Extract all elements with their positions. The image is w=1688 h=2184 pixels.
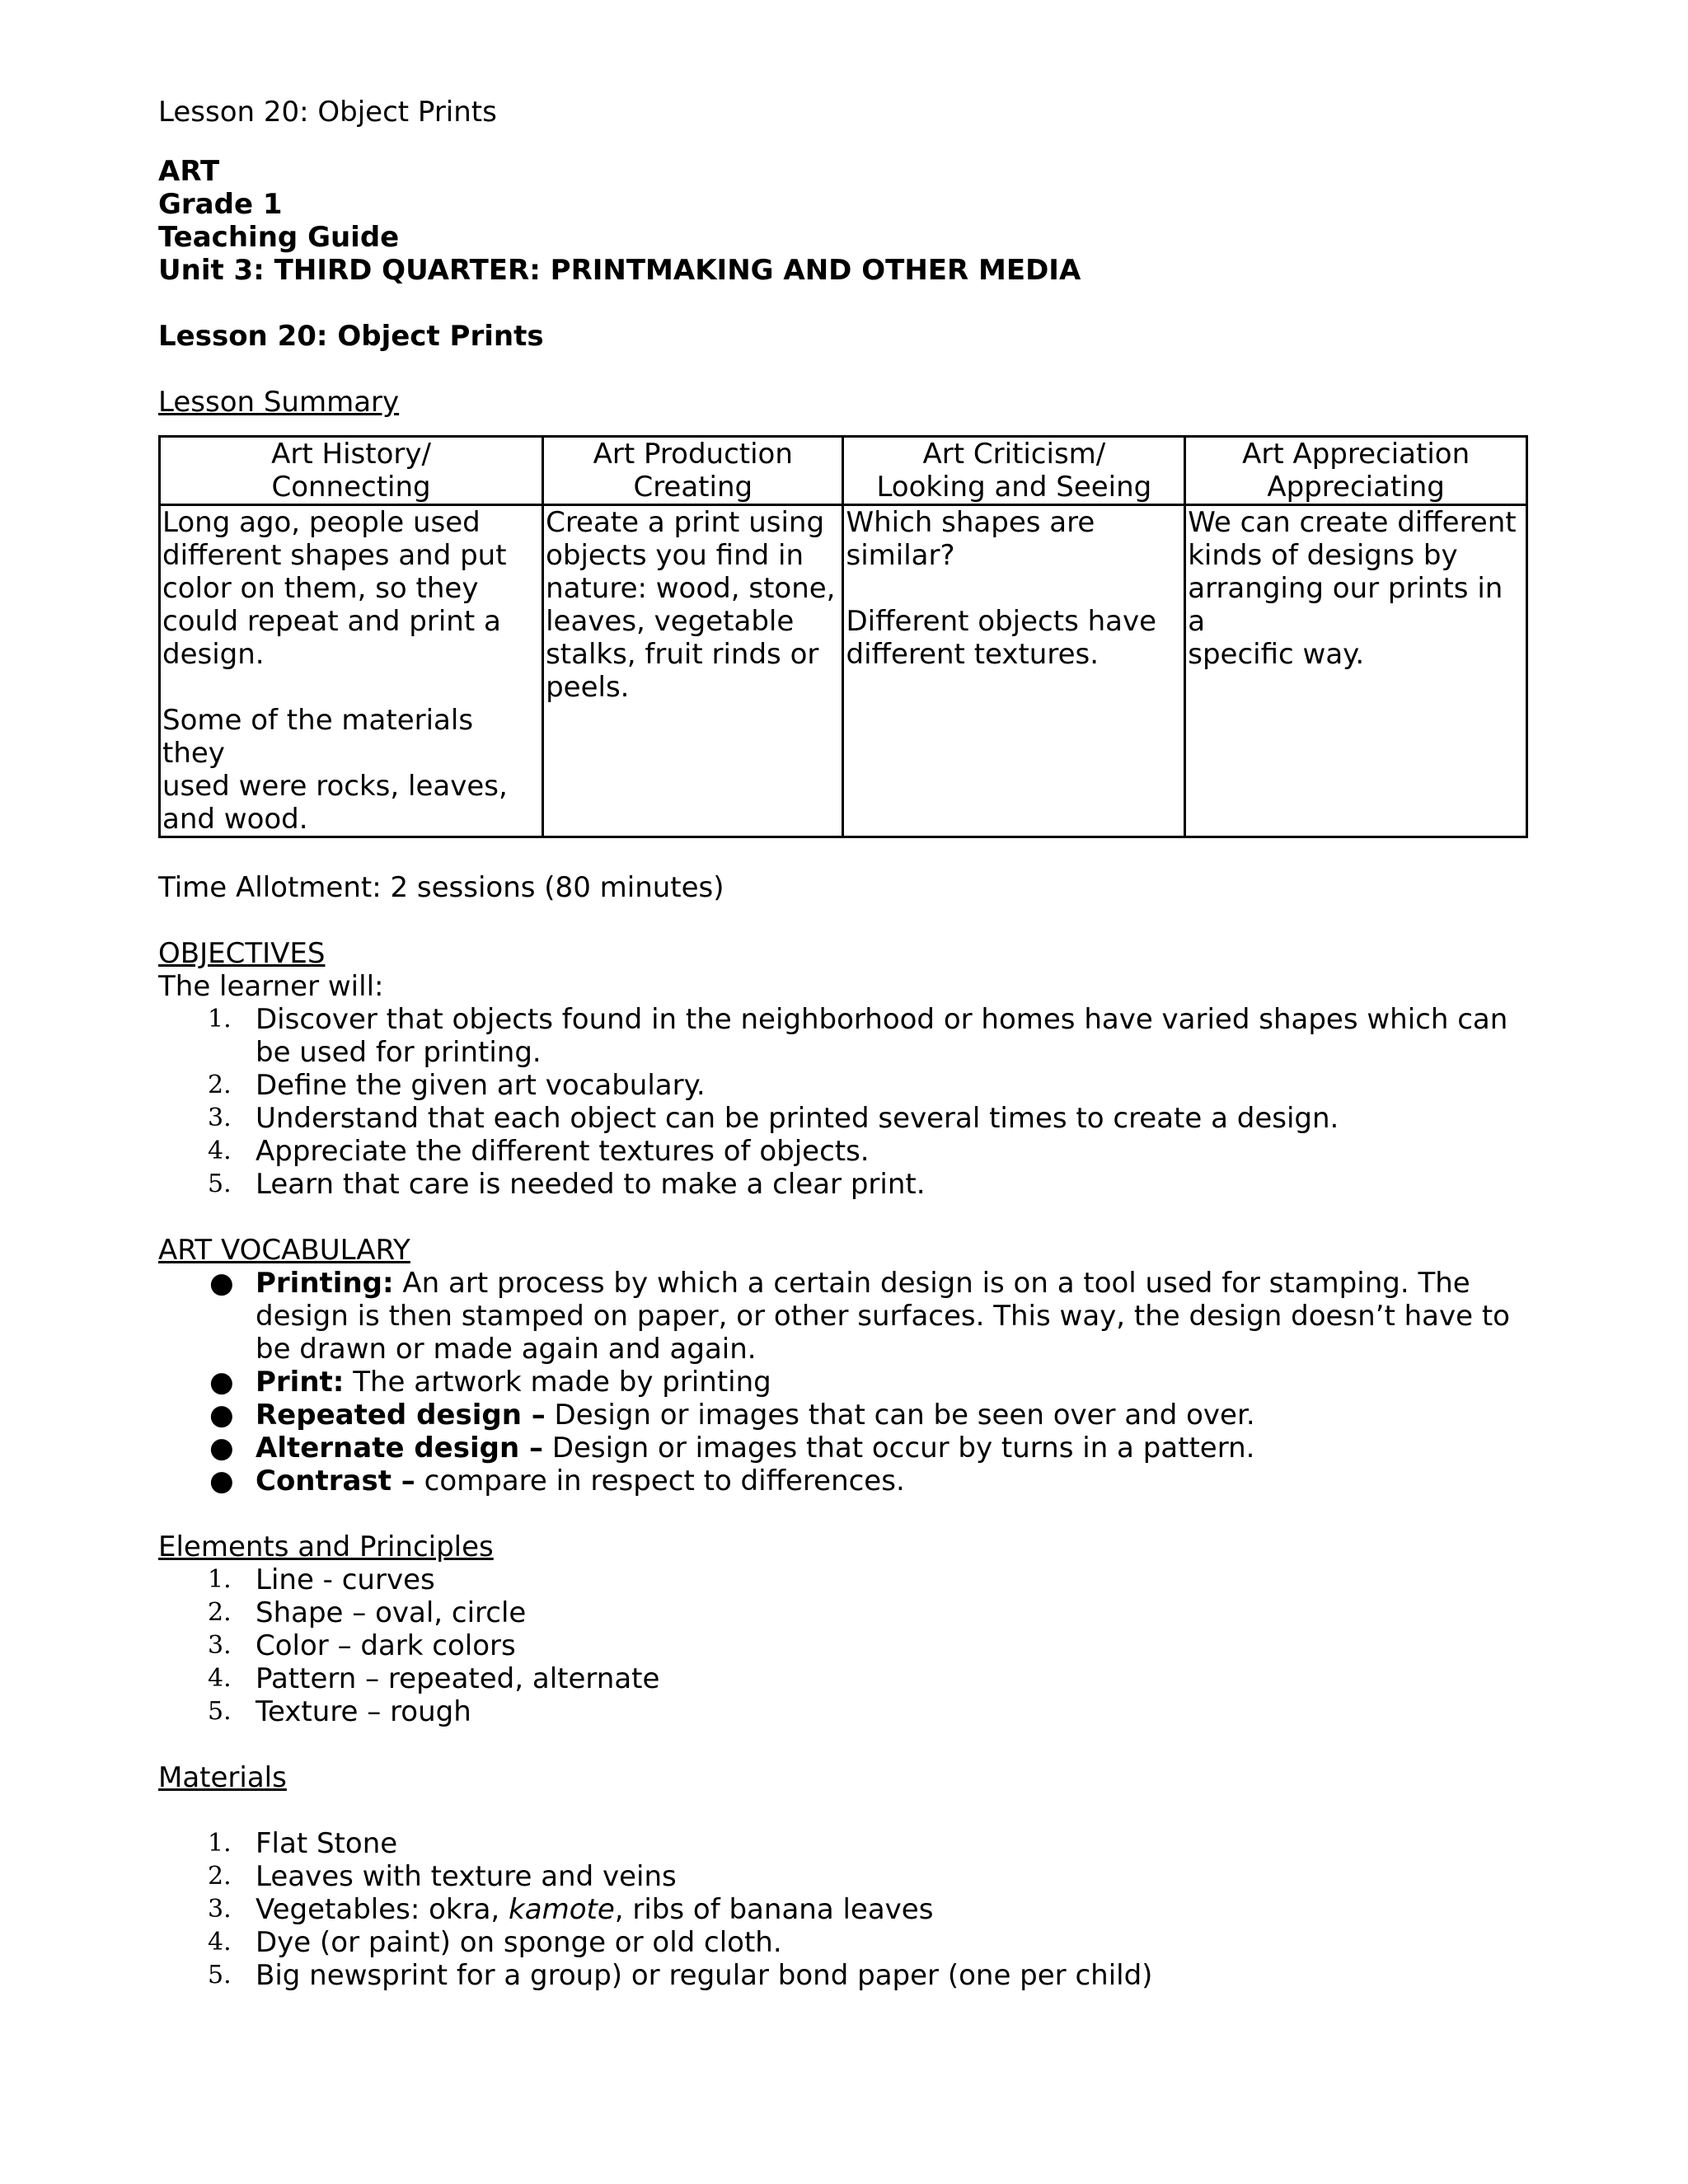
list-number: 2. [208,1598,232,1627]
guide-label: Teaching Guide [158,221,400,254]
list-item [158,1662,1543,1695]
list-number: 4. [208,1928,232,1957]
list-number: 1. [208,1565,232,1594]
vocab-definition: Design or images that occur by turns in a pattern. [543,1432,1255,1465]
list-item [158,1596,1543,1629]
vocabulary-heading: ART VOCABULARY [158,1234,410,1267]
list-text: Pattern – repeated, alternate [256,1662,660,1695]
vocab-definition: Design or images that can be seen over and over. [545,1399,1255,1432]
list-number: 3. [208,1895,232,1924]
list-text: Learn that care is needed to make a clear print. [256,1168,926,1201]
table-header-cell: Art Appreciation Appreciating [1185,437,1527,505]
vocab-term: Print: [256,1366,345,1399]
list-item [158,1432,1543,1465]
table-cell: Which shapes are similar? Different objects have different textures. [843,505,1185,837]
list-text: Appreciate the different textures of objects. [256,1135,870,1168]
list-item [158,1102,1543,1135]
list-item [158,1366,1543,1399]
list-number: 4. [208,1137,232,1165]
list-number: 2. [208,1071,232,1099]
list-number: 1. [208,1829,232,1858]
vocab-definition-continued: design is then stamped on paper, or other surfaces. This way, the design doesn’t have to [256,1300,1510,1333]
elements-list [158,1563,1543,1728]
list-item [158,1629,1543,1662]
list-item [158,1003,1543,1069]
objectives-intro: The learner will: [158,970,384,1003]
list-number: 1. [208,1005,232,1033]
objectives-list [158,1003,1543,1201]
vocab-definition: An art process by which a certain design is on a tool used for stamping. The [393,1267,1470,1300]
vocab-term: Contrast – [256,1465,415,1497]
list-number: 2. [208,1862,232,1891]
materials-heading: Materials [158,1761,287,1794]
list-item [158,1135,1543,1168]
subject-label: ART [158,155,220,188]
list-text-post: , ribs of banana leaves [614,1893,934,1926]
vocab-definition: compare in respect to differences. [415,1465,905,1497]
vocabulary-list [158,1267,1543,1497]
list-text: Define the given art vocabulary. [256,1069,706,1102]
list-text: Discover that objects found in the neighborhood or homes have varied shapes which can [256,1003,1508,1036]
list-text-pre: Vegetables: okra, [256,1893,509,1926]
vocab-definition: The artwork made by printing [344,1366,771,1399]
lesson-title: Lesson 20: Object Prints [158,320,544,353]
bullet-icon: ● [209,1465,234,1497]
materials-list [158,1827,1543,1992]
list-text-italic: kamote [509,1893,615,1926]
bullet-icon: ● [209,1267,234,1300]
list-text: Big newsprint for a group) or regular bond paper (one per child) [256,1959,1153,1992]
document-page [158,96,1543,1992]
list-item [158,1695,1543,1728]
lesson-summary-table [158,435,1528,838]
list-item [158,1267,1543,1366]
running-header: Lesson 20: Object Prints [158,96,497,129]
grade-label: Grade 1 [158,188,283,221]
list-number: 5. [208,1961,232,1990]
list-item [158,1465,1543,1497]
table-cell: Create a print using objects you find in nature: wood, stone, leaves, vegetable stalks, fruit rinds or peels. [543,505,843,837]
objectives-heading: OBJECTIVES [158,937,326,970]
list-text: Line - curves [256,1563,435,1596]
list-number: 4. [208,1664,232,1693]
list-text: Understand that each object can be printed several times to create a design. [256,1102,1339,1135]
list-number: 5. [208,1169,232,1198]
bullet-icon: ● [209,1366,234,1399]
table-row [160,505,1527,837]
list-item [158,1860,1543,1893]
list-text: Texture – rough [256,1695,471,1728]
list-item [158,1399,1543,1432]
elements-heading: Elements and Principles [158,1530,494,1563]
list-text: Shape – oval, circle [256,1596,527,1629]
list-number: 3. [208,1104,232,1132]
table-header-row [160,437,1527,505]
table-header-cell: Art Production Creating [543,437,843,505]
list-item [158,1168,1543,1201]
table-cell: Long ago, people used different shapes and put color on them, so they could repeat and print a design. Some of the materials they used were rocks, leaves, and wood. [160,505,543,837]
unit-title: Unit 3: THIRD QUARTER: PRINTMAKING AND OTHER MEDIA [158,254,1081,287]
vocab-term: Printing: [256,1267,394,1300]
lesson-summary-heading: Lesson Summary [158,386,400,419]
list-text-continued: be used for printing. [256,1036,542,1069]
table-header-cell: Art Criticism/ Looking and Seeing [843,437,1185,505]
list-item [158,1827,1543,1860]
list-text: Leaves with texture and veins [256,1860,677,1893]
list-item [158,1069,1543,1102]
list-item [158,1893,1543,1926]
list-number: 5. [208,1697,232,1726]
time-allotment: Time Allotment: 2 sessions (80 minutes) [158,871,724,904]
list-item [158,1959,1543,1992]
list-number: 3. [208,1631,232,1660]
vocab-term: Alternate design – [256,1432,544,1465]
vocab-definition-continued: be drawn or made again and again. [256,1333,757,1366]
vocab-term: Repeated design – [256,1399,546,1432]
table-cell: We can create different kinds of designs by arranging our prints in a specific way. [1185,505,1527,837]
list-text: Flat Stone [256,1827,398,1860]
bullet-icon: ● [209,1399,234,1432]
list-item [158,1926,1543,1959]
list-text: Color – dark colors [256,1629,516,1662]
table-header-cell: Art History/ Connecting [160,437,543,505]
list-text: Dye (or paint) on sponge or old cloth. [256,1926,782,1959]
bullet-icon: ● [209,1432,234,1465]
list-item [158,1563,1543,1596]
